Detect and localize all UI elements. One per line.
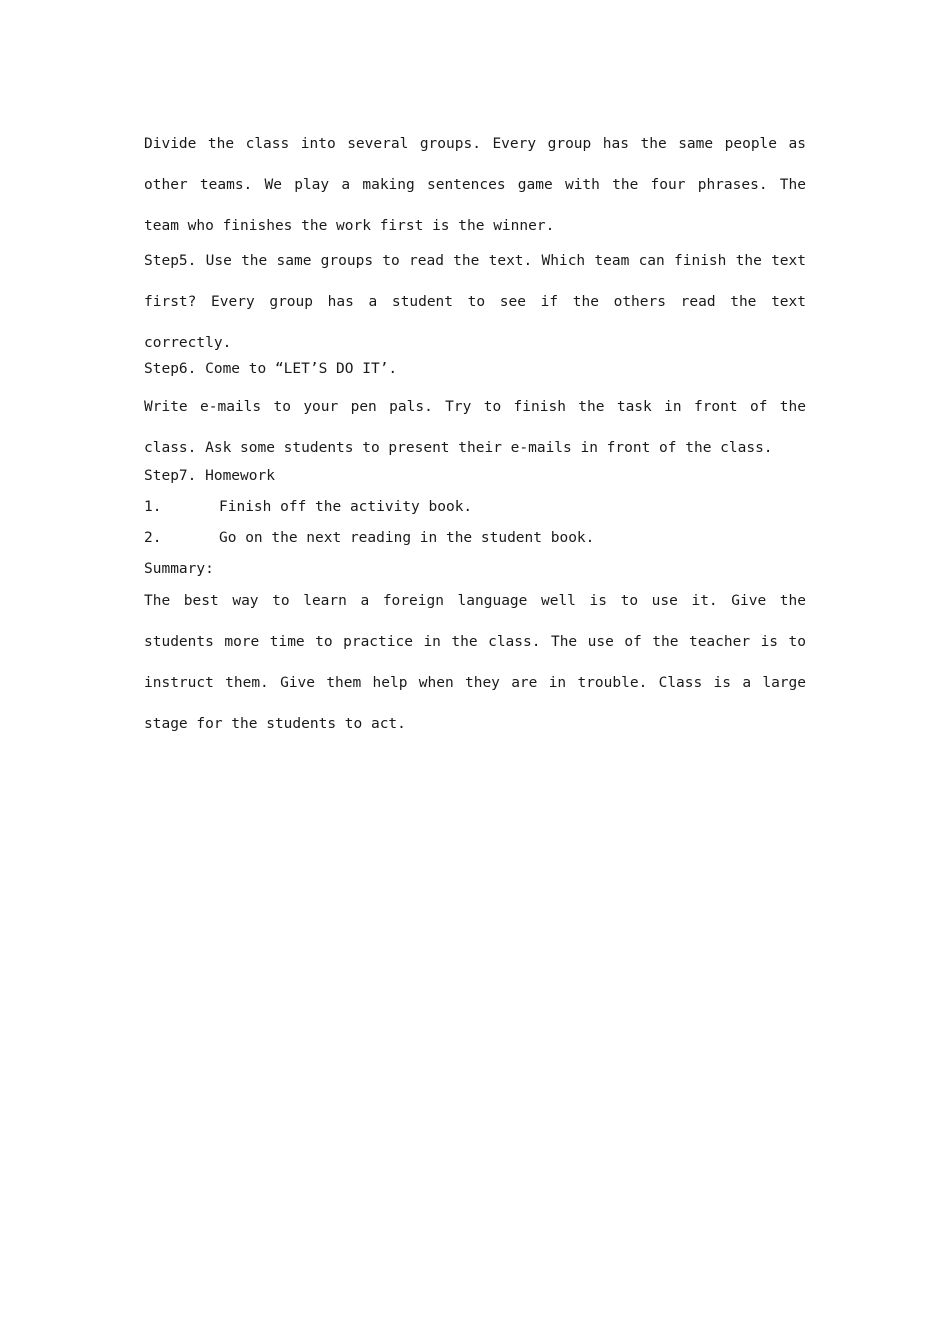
step6-heading: Step6. Come to “LET’S DO IT’. — [144, 361, 398, 377]
homework-item — [144, 525, 806, 551]
homework-item-text: Finish off the activity book. — [219, 499, 473, 515]
summary-heading: Summary: — [144, 561, 214, 577]
step7-heading: Step7. Homework — [144, 468, 275, 484]
document-body — [144, 124, 806, 745]
homework-item-number: 1. — [144, 499, 162, 515]
write-emails-paragraph: Write e-mails to your pen pals. Try to finish the task in front of the class. Ask some students to present their e-mails in front of the class. — [144, 399, 806, 456]
summary-paragraph: The best way to learn a foreign language well is to use it. Give the students more time to practice in the class. The use of the teacher is to instruct them. Give them help when they are in trouble. Class is a large stage for the students to act. — [144, 593, 806, 732]
homework-item — [144, 494, 806, 520]
homework-item-number: 2. — [144, 530, 162, 546]
homework-item-text: Go on the next reading in the student book. — [219, 530, 595, 546]
group-activity-paragraph: Divide the class into several groups. Every group has the same people as other teams. We play a making sentences game with the four phrases. The team who finishes the work first is the winner. — [144, 136, 806, 234]
step5-paragraph: Step5. Use the same groups to read the text. Which team can finish the text first? Every group has a student to see if the others read the text correctly. — [144, 253, 806, 351]
